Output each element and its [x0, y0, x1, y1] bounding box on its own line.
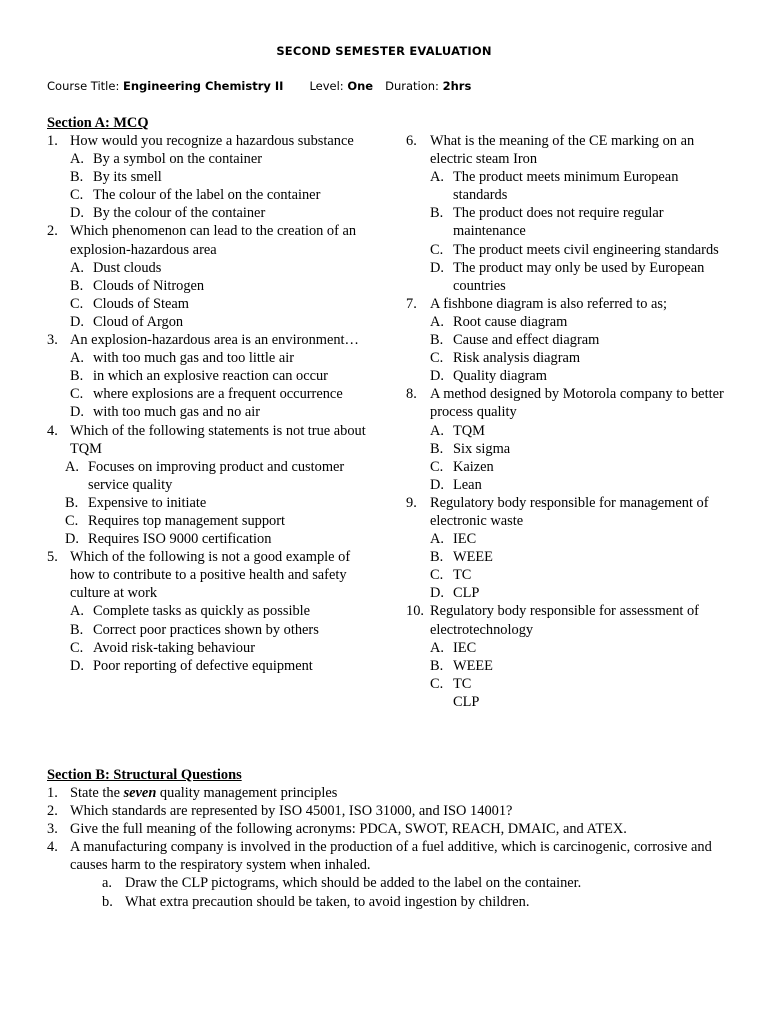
option-letter: B. — [430, 332, 444, 349]
option-text: Clouds of Steam — [93, 295, 189, 312]
option-letter: C. — [70, 187, 84, 204]
mcq-option — [406, 476, 726, 494]
option-text: CLP — [453, 693, 480, 710]
mcq-column-left — [47, 132, 377, 675]
option-text: Kaizen — [453, 458, 494, 475]
option-letter: B. — [430, 657, 444, 674]
course-title-value: Engineering Chemistry II — [122, 79, 284, 93]
option-letter: A. — [430, 169, 444, 186]
question-text: What is the meaning of the CE marking on an electric steam Iron — [430, 133, 695, 168]
option-text: The product may only be used by European countries — [453, 259, 705, 294]
mcq-option — [47, 602, 377, 620]
mcq-question-9 — [406, 494, 726, 603]
option-letter: A. — [65, 458, 79, 475]
option-text: Six sigma — [453, 440, 511, 457]
sub-question-letter: a. — [102, 875, 112, 892]
question-number: 3. — [47, 332, 58, 349]
option-text: Clouds of Nitrogen — [93, 277, 205, 294]
question-number: 7. — [406, 295, 417, 312]
mcq-option — [47, 295, 377, 313]
option-letter: B. — [70, 621, 84, 638]
question-text: Which of the following is not a good example of how to contribute to a positive health and safety culture at work — [70, 549, 351, 602]
mcq-option — [47, 150, 377, 168]
question-text: Which of the following statements is not true about TQM — [70, 422, 366, 457]
option-letter: D. — [70, 205, 84, 222]
sub-question-b — [47, 893, 737, 911]
option-letter: B. — [70, 368, 84, 385]
mcq-option — [406, 440, 726, 458]
mcq-option — [47, 639, 377, 657]
option-text: where explosions are a frequent occurrence — [93, 386, 343, 403]
question-text: Which standards are represented by ISO 45001, ISO 31000, and ISO 14001? — [70, 803, 513, 820]
mcq-option — [47, 530, 377, 548]
option-text: By a symbol on the container — [93, 151, 263, 168]
mcq-option — [406, 349, 726, 367]
option-letter: A. — [70, 350, 84, 367]
option-letter: A. — [430, 531, 444, 548]
option-text: By the colour of the container — [93, 205, 266, 222]
option-letter: D. — [70, 313, 84, 330]
option-text: The colour of the label on the container — [93, 187, 321, 204]
question-text: Regulatory body responsible for management of electronic waste — [430, 494, 709, 529]
option-text: Requires ISO 9000 certification — [88, 531, 272, 548]
mcq-option — [47, 403, 377, 421]
question-text: A fishbone diagram is also referred to as; — [430, 295, 667, 312]
level-value: One — [347, 79, 374, 93]
option-letter: D. — [430, 585, 444, 602]
duration-label: Duration: — [385, 79, 443, 93]
structural-question-1 — [47, 784, 737, 802]
mcq-option — [47, 204, 377, 222]
mcq-option — [47, 313, 377, 331]
option-text: in which an explosive reaction can occur — [93, 368, 328, 385]
option-letter: C. — [430, 567, 444, 584]
mcq-option — [406, 530, 726, 548]
mcq-question-10 — [406, 602, 726, 711]
option-letter: B. — [430, 205, 444, 222]
option-text: Quality diagram — [453, 368, 547, 385]
sub-question-text: Draw the CLP pictograms, which should be added to the label on the container. — [125, 875, 582, 892]
question-number: 5. — [47, 549, 58, 566]
option-text: Root cause diagram — [453, 313, 568, 330]
structural-question-2 — [47, 802, 737, 820]
mcq-option — [406, 331, 726, 349]
structural-question-3 — [47, 820, 737, 838]
option-letter: C. — [70, 639, 84, 656]
option-letter: A. — [70, 151, 84, 168]
option-letter: D. — [430, 368, 444, 385]
mcq-option — [406, 241, 726, 259]
option-letter: C. — [430, 675, 444, 692]
mcq-option — [47, 621, 377, 639]
option-letter: B. — [70, 169, 84, 186]
mcq-option — [406, 657, 726, 675]
sub-question-text: What extra precaution should be taken, to avoid ingestion by children. — [125, 893, 530, 910]
option-text: Cloud of Argon — [93, 313, 184, 330]
course-meta-line — [47, 79, 471, 93]
option-text: IEC — [453, 531, 477, 548]
mcq-option — [47, 494, 377, 512]
option-letter: D. — [65, 531, 79, 548]
option-letter: C. — [430, 350, 444, 367]
mcq-question-7 — [406, 295, 726, 385]
question-text: An explosion-hazardous area is an environment… — [70, 332, 359, 349]
question-text: Which phenomenon can lead to the creation of an explosion-hazardous area — [70, 223, 357, 258]
mcq-option — [406, 422, 726, 440]
option-text: WEEE — [453, 549, 493, 566]
option-text: The product does not require regular maintenance — [453, 205, 664, 240]
question-number: 8. — [406, 386, 417, 403]
mcq-option — [406, 367, 726, 385]
mcq-option — [47, 168, 377, 186]
question-text: Give the full meaning of the following acronyms: PDCA, SWOT, REACH, DMAIC, and ATEX. — [70, 821, 627, 838]
option-letter: B. — [430, 549, 444, 566]
option-letter: C. — [430, 241, 444, 258]
question-number: 6. — [406, 133, 417, 149]
mcq-option — [47, 458, 377, 494]
mcq-option — [47, 349, 377, 367]
option-letter: D. — [430, 476, 444, 493]
exam-title: SECOND SEMESTER EVALUATION — [276, 44, 492, 58]
question-text: A method designed by Motorola company to better process quality — [430, 386, 724, 421]
option-text: with too much gas and too little air — [93, 350, 295, 367]
mcq-option — [406, 693, 726, 711]
option-text: Avoid risk-taking behaviour — [93, 639, 255, 656]
mcq-option — [47, 657, 377, 675]
mcq-option — [406, 566, 726, 584]
mcq-option — [47, 259, 377, 277]
option-text: Poor reporting of defective equipment — [93, 657, 313, 674]
option-text: TQM — [453, 422, 485, 439]
option-letter: A. — [70, 259, 84, 276]
question-text: A manufacturing company is involved in the production of a fuel additive, which is carcinogenic, corrosive and causes harm to the respiratory system when inhaled. — [70, 839, 712, 874]
option-letter: D. — [70, 404, 84, 421]
question-number: 1. — [47, 785, 58, 801]
question-number: 10. — [406, 603, 424, 620]
mcq-option — [47, 367, 377, 385]
sub-question-letter: b. — [102, 893, 113, 910]
option-text: Dust clouds — [93, 259, 162, 276]
option-text: IEC — [453, 639, 477, 656]
option-letter: B. — [430, 440, 444, 457]
mcq-option — [47, 277, 377, 295]
option-letter: A. — [430, 639, 444, 656]
option-letter: D. — [70, 657, 84, 674]
mcq-question-3 — [47, 331, 377, 421]
question-number: 2. — [47, 223, 58, 240]
option-text: Cause and effect diagram — [453, 332, 600, 349]
mcq-option — [47, 512, 377, 530]
option-text: TC — [453, 567, 472, 584]
option-text: CLP — [453, 585, 480, 602]
section-b-heading: Section B: Structural Questions — [47, 767, 242, 783]
question-number: 9. — [406, 494, 417, 511]
section-a-heading: Section A: MCQ — [47, 115, 149, 131]
option-letter: C. — [70, 295, 84, 312]
option-letter: C. — [430, 458, 444, 475]
mcq-question-8 — [406, 385, 726, 494]
duration-value: 2hrs — [442, 79, 472, 93]
option-letter: A. — [430, 422, 444, 439]
option-text: Requires top management support — [88, 512, 286, 529]
question-number: 3. — [47, 821, 58, 838]
question-number: 4. — [47, 839, 58, 856]
option-text: The product meets civil engineering standards — [453, 241, 719, 258]
mcq-option — [406, 458, 726, 476]
option-letter: A. — [430, 313, 444, 330]
option-text: The product meets minimum European standards — [453, 169, 679, 204]
level-label: Level: — [309, 79, 348, 93]
mcq-question-5 — [47, 548, 377, 675]
option-letter: B. — [70, 277, 84, 294]
mcq-column-right — [406, 132, 726, 711]
mcq-question-6 — [406, 132, 726, 295]
mcq-option — [406, 675, 726, 693]
option-text: Focuses on improving product and customer service quality — [88, 458, 345, 493]
option-letter: A. — [70, 603, 84, 620]
course-title-label: Course Title: — [47, 79, 123, 93]
option-text: Expensive to initiate — [88, 494, 207, 511]
mcq-question-2 — [47, 222, 377, 331]
mcq-question-4 — [47, 422, 377, 549]
structural-questions-list — [47, 784, 737, 911]
mcq-option — [406, 168, 726, 204]
mcq-option — [406, 259, 726, 295]
option-text: Correct poor practices shown by others — [93, 621, 319, 638]
option-text: Risk analysis diagram — [453, 350, 581, 367]
question-number: 1. — [47, 133, 58, 149]
option-text: WEEE — [453, 657, 493, 674]
mcq-option — [406, 548, 726, 566]
mcq-option — [47, 385, 377, 403]
option-text: By its smell — [93, 169, 162, 186]
option-letter: B. — [65, 494, 79, 511]
mcq-option — [406, 639, 726, 657]
question-text: Regulatory body responsible for assessment of electrotechnology — [430, 603, 699, 638]
sub-question-a — [47, 874, 737, 892]
option-letter: C. — [65, 512, 79, 529]
option-text: TC — [453, 675, 472, 692]
option-letter: C. — [70, 386, 84, 403]
mcq-option — [47, 186, 377, 204]
emphasis-seven: seven — [123, 785, 157, 801]
question-text: State the seven quality management principles — [70, 785, 338, 801]
question-text: How would you recognize a hazardous substance — [70, 133, 354, 149]
option-text: Complete tasks as quickly as possible — [93, 603, 311, 620]
question-number: 4. — [47, 422, 58, 439]
mcq-option — [406, 584, 726, 602]
mcq-question-1 — [47, 132, 377, 222]
structural-question-4 — [47, 838, 737, 910]
question-number: 2. — [47, 803, 58, 820]
mcq-option — [406, 313, 726, 331]
option-text: Lean — [453, 476, 482, 493]
option-letter: D. — [430, 259, 444, 276]
option-text: with too much gas and no air — [93, 404, 261, 421]
mcq-option — [406, 204, 726, 240]
